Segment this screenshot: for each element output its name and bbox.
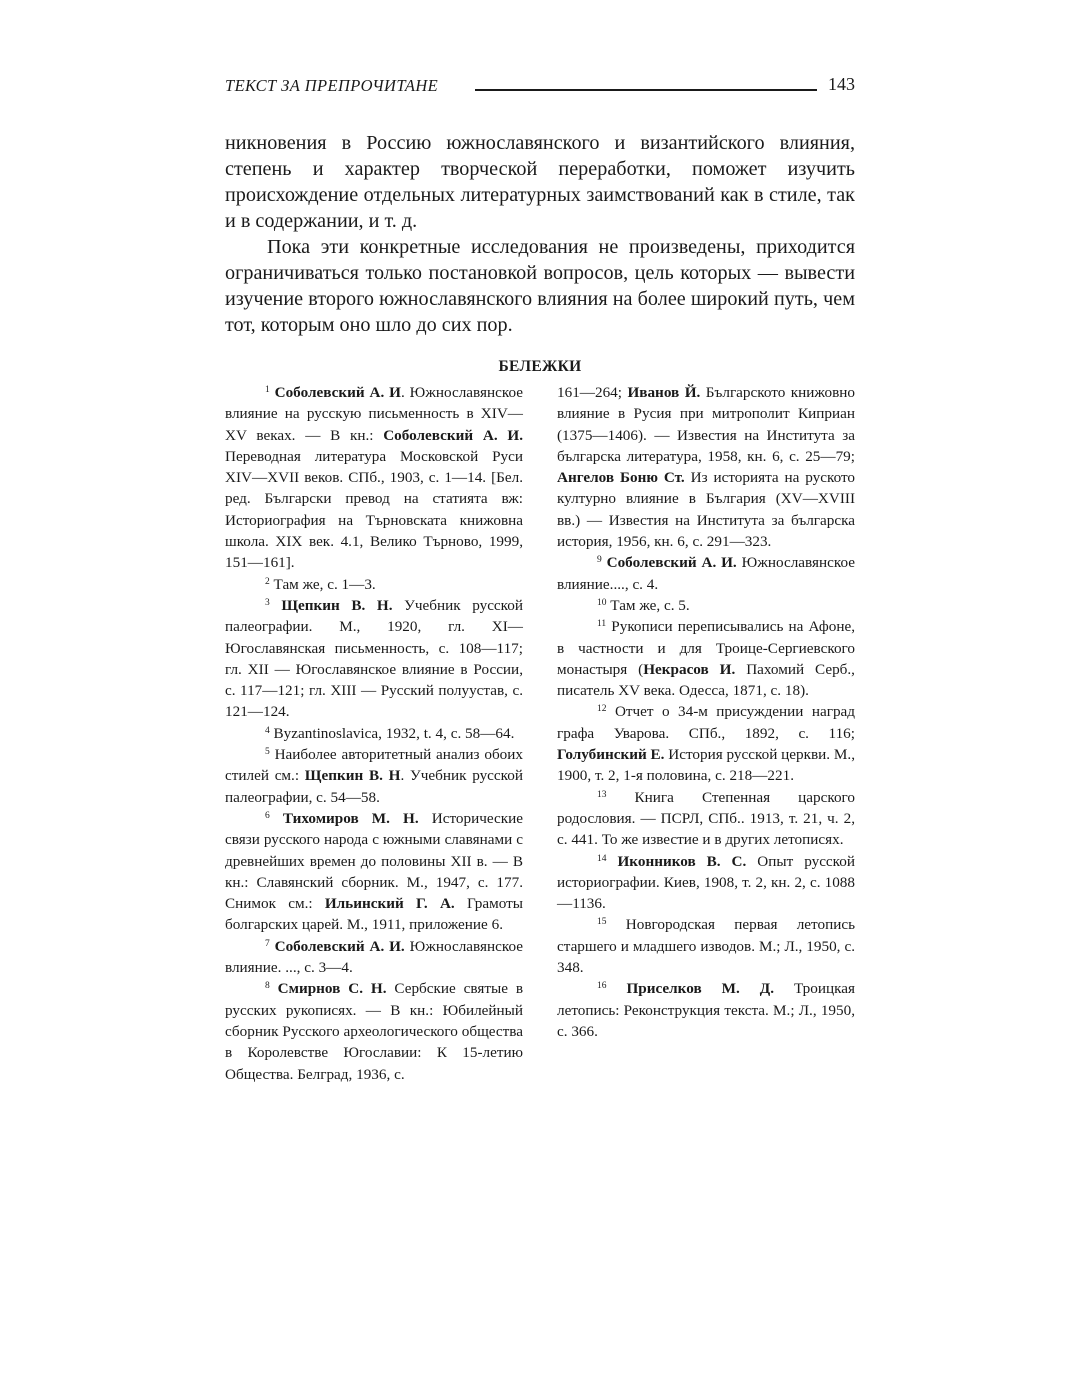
running-head-rule — [475, 89, 817, 91]
note-text: Переводная литература Московской Руси XIV—XVII веков. СПб., 1903, с. 1—14. [Бел. ред. Български превод на статията вж: Историография на Търновската книжовна школа. XIX век. 4.1, Велико Търново, 1999, 151—161]. — [225, 447, 523, 572]
note-item — [557, 978, 855, 1042]
note-text: Пахомий Серб., писатель XV века. Одесса, 1871, с. 18). — [557, 660, 855, 700]
note-text: Там же, с. 1—3. — [273, 575, 376, 593]
note-text: Сербские святые в русских рукописях. — В кн.: Юбилейный сборник Русского археологического общества в Королевстве Югославии: К 15-летию Общества. Белград, 1936, с. — [225, 980, 523, 1083]
note-author: Соболевский А. И. — [274, 937, 405, 955]
note-item — [557, 552, 855, 595]
note-number: 9 — [597, 555, 602, 566]
paragraph-2: Пока эти конкретные исследования не произведены, приходится ограничиваться только постановкой вопросов, цель которых — вывести изучение второго южнославянского влияния на более широкий путь, чем тот, которым оно шло до сих пор. — [225, 236, 855, 336]
running-head — [225, 70, 855, 104]
note-item — [557, 382, 855, 552]
note-author: Смирнов С. Н. — [277, 980, 387, 998]
note-author: Щепкин В. Н. — [281, 596, 393, 614]
note-author: Приселков М. Д. — [626, 980, 774, 998]
note-item — [225, 595, 523, 723]
note-text: Учебник русской палеографии. М., 1920, гл. XI—Югославянская письменность, с. 108—117; гл. XII — Югославянское влияние в России, с. 117—121; гл. XIII — Русский полуустав, с. 121—124. — [225, 596, 523, 721]
note-number: 5 — [265, 747, 270, 758]
note-author: Иванов Й. — [627, 384, 701, 401]
note-text: Грамоты болгарских царей. М., 1911, приложение 6. — [225, 895, 523, 934]
note-item — [557, 595, 855, 616]
notes-column-left — [225, 382, 523, 1085]
body-text — [225, 130, 855, 338]
page — [225, 70, 855, 1085]
note-author: Соболевский А. И — [274, 384, 401, 401]
note-text: Рукописи переписывались на Афоне, в частности и для Троице-Сергиевского монастыря ( — [557, 618, 855, 678]
note-text: История русской церкви. М., 1900, т. 2, 1-я половина, с. 218—221. — [557, 746, 855, 785]
note-author: Соболевский А. И. — [383, 426, 523, 444]
note-text: Южнославянское влияние...., с. 4. — [557, 554, 856, 593]
note-number: 4 — [265, 725, 270, 736]
note-number: 2 — [265, 576, 270, 587]
note-item — [557, 787, 855, 851]
note-number: 13 — [597, 789, 607, 800]
note-number: 10 — [597, 597, 607, 608]
note-text: Южнославянское влияние. ..., с. 3—4. — [225, 937, 524, 977]
note-author: Голубинский Е. — [557, 746, 665, 764]
note-text: Исторические связи русского народа с южными славянами с древнейших времен до половины XII в. — В кн.: Славянский сборник. М., 1947, с. 177. Снимок см.: — [225, 809, 523, 913]
note-number: 16 — [597, 981, 607, 992]
note-number: 7 — [265, 938, 270, 949]
note-author: Ангелов Боню Ст. — [557, 469, 685, 487]
note-item — [225, 936, 523, 979]
note-text: Новгородская первая летопись старшего и младшего изводов. М.; Л., 1950, с. 348. — [557, 916, 855, 977]
note-text: Троицкая летопись: Реконструкция текста. М.; Л., 1950, с. 366. — [557, 980, 855, 1040]
note-text: Отчет о 34-м присуждении наград графа Уварова. СПб., 1892, с. 116; — [557, 703, 856, 742]
note-item — [225, 744, 523, 808]
note-text: 161—264; — [557, 384, 628, 401]
note-number: 14 — [597, 853, 607, 864]
note-text: Опыт русской историографии. Киев, 1908, т. 2, кн. 2, с. 1088—1136. — [557, 852, 856, 913]
note-text: Наиболее авторитетный анализ обоих стилей см.: — [225, 746, 523, 785]
note-text: Книга Степенная царского родословия. — ПСРЛ, СПб.. 1913, т. 21, ч. 2, с. 441. То же известие и в других летописях. — [557, 788, 855, 849]
paragraph-1: никновения в Россию южнославянского и византийского влияния, степень и характер творческой переработки, поможет изучить происхождение отдельных литературных заимствований как в стиле, так и в содержании, и т. д. — [225, 132, 855, 232]
note-author: Некрасов И. — [643, 660, 736, 678]
page-number: 143 — [828, 74, 855, 94]
note-item — [225, 723, 523, 744]
note-item — [557, 914, 855, 978]
note-number: 11 — [597, 619, 607, 630]
note-author: Ильинский Г. А. — [324, 895, 455, 913]
note-number: 12 — [597, 704, 607, 715]
note-item — [225, 808, 523, 936]
notes-section — [225, 382, 855, 1085]
note-text: . Учебник русской палеографии, с. 54—58. — [225, 767, 523, 806]
note-item — [557, 701, 855, 786]
note-number: 3 — [265, 597, 270, 608]
note-item — [557, 851, 855, 915]
note-text: Българското книжовно влияние в Русия при митрополит Киприан (1375—1406). — Известия на Института за българска литература, 1958, кн. 6, с. 25—79; — [557, 384, 855, 465]
note-item — [225, 574, 523, 595]
note-author: Иконников В. С. — [617, 852, 747, 870]
note-author: Тихомиров М. Н. — [282, 809, 419, 827]
note-author: Соболевский А. И. — [606, 554, 737, 572]
note-item — [557, 616, 855, 701]
note-author: Щепкин В. Н — [304, 767, 401, 785]
notes-column-right — [557, 382, 855, 1085]
notes-title: БЕЛЕЖКИ — [498, 358, 582, 375]
running-head-title: ТЕКСТ ЗА ПРЕПРОЧИТАНЕ — [225, 76, 439, 95]
note-number: 8 — [265, 981, 270, 992]
note-text: Byzantinoslavica, 1932, t. 4, c. 58—64. — [273, 724, 515, 742]
note-number: 15 — [597, 917, 607, 928]
note-text: Из историята на руското културно влияние в България (XV—XVIII вв.) — Известия на Института за българска история, 1956, кн. 6, с. 291—323. — [557, 469, 856, 551]
note-text: . Южнославянское влияние на русскую письменность в XIV—XV веках. — В кн.: — [225, 384, 524, 444]
note-item — [225, 978, 523, 1084]
note-number: 1 — [265, 385, 270, 395]
note-number: 6 — [265, 810, 270, 821]
note-text: Там же, с. 5. — [610, 596, 690, 614]
note-item — [225, 382, 523, 574]
